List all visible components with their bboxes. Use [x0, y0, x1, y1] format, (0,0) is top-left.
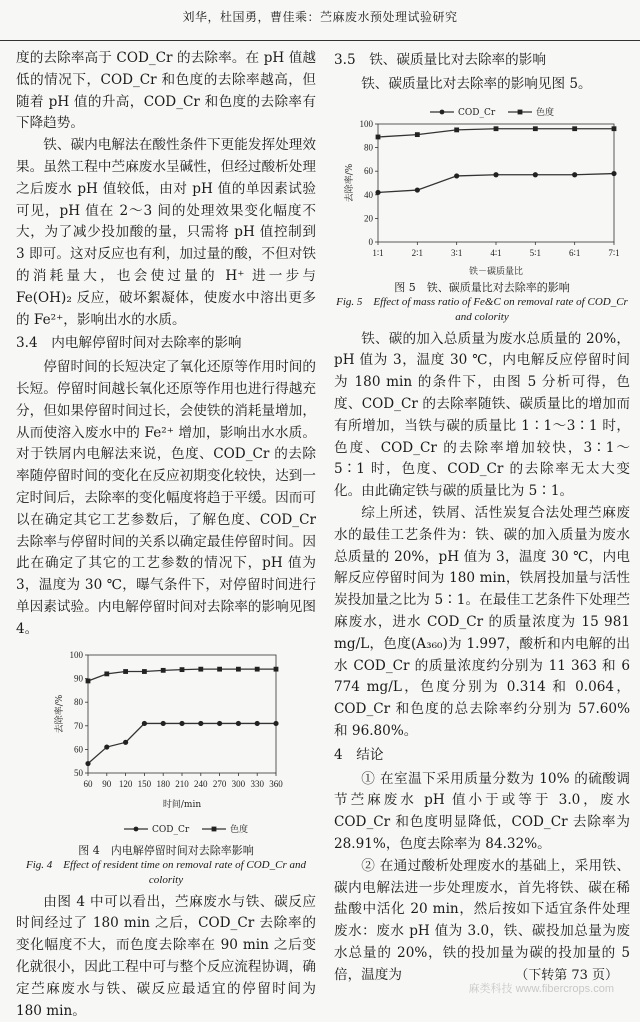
legend-label: COD_Cr	[458, 107, 496, 118]
fig5-chart	[334, 102, 630, 280]
data-point	[415, 132, 420, 137]
data-point	[493, 172, 498, 177]
x-tick-label: 60	[83, 778, 93, 789]
data-point	[375, 189, 380, 194]
continued-note: （下转第 73 页）	[515, 968, 618, 983]
legend-label: 色度	[230, 824, 249, 835]
data-point	[123, 669, 128, 674]
data-point	[123, 739, 128, 744]
data-point	[161, 667, 166, 672]
section-heading-3-5: 3.5 铁、碳质量比对去除率的影响	[334, 52, 546, 68]
right-column	[334, 48, 630, 987]
x-axis-label: 铁－碳质量比	[468, 266, 524, 277]
fig5-caption-cn: 图 5 铁、碳质量比对去除率的影响	[394, 280, 570, 294]
x-tick-label: 2∶1	[411, 247, 424, 258]
data-point	[161, 720, 166, 725]
y-tick-label: 0	[368, 236, 373, 247]
data-point	[236, 720, 241, 725]
left-column	[16, 48, 316, 1022]
x-tick-label: 3∶1	[450, 247, 463, 258]
data-point	[533, 172, 538, 177]
paragraph: 铁、碳的加入总质量为废水总质量的 20%，pH 值为 3，温度 30 ℃，内电解反应停留时间为 180 min 的条件下，由图 5 分析可得，色度、COD_Cr 的去除率随铁、碳质量比的增加而有所增加，当铁与碳的质量比 1∶1～3∶1 时，色度、COD_Cr 的去除率增加较快，3∶1～5∶1 时，色度、COD_Cr 的去除率无太大变化。由此确定铁与碳的质量比为 5∶1。	[334, 330, 630, 500]
paragraph: 度的去除率高于 COD_Cr 的去除率。在 pH 值越低的情况下，COD_Cr 和色度的去除率越高，但随着 pH 值的升高，COD_Cr 和色度的去除率有下降趋势。	[16, 50, 316, 132]
y-tick-label: 70	[74, 720, 83, 731]
y-axis-label: 去除率/%	[55, 694, 65, 733]
y-tick-label: 80	[364, 142, 373, 153]
paragraph: ② 在通过酸析处理废水的基础上，采用铁、碳内电解法进一步处理废水，首先将铁、碳在稀盐酸中活化 20 min，然后按如下适宜条件处理废水：废水 pH 值为 3.0，铁、碳投加总量为废水总量的 20%，铁的投加量为碳的投加量的 5 倍，温度为	[334, 857, 630, 983]
data-point	[572, 126, 577, 131]
data-point	[198, 720, 203, 725]
data-point	[179, 720, 184, 725]
paragraph: 由图 4 中可以看出，苎麻废水与铁、碳反应时间经过了 180 min 之后，COD_Cr 去除率的变化幅度不大，而色度去除率在 90 min 之后变化就很小，因此工程中可与整个反应流程协调，确定苎麻废水与铁、碳反应最适宜的停留时间为 180 min。	[16, 893, 316, 1019]
data-point	[255, 720, 260, 725]
figure-4	[16, 647, 316, 888]
data-point	[454, 127, 459, 132]
data-point	[236, 666, 241, 671]
x-tick-label: 7∶1	[608, 247, 620, 258]
x-tick-label: 1∶1	[372, 247, 384, 258]
data-point	[274, 666, 279, 671]
data-point	[142, 669, 147, 674]
data-point	[198, 666, 203, 671]
data-point	[612, 126, 617, 131]
y-tick-label: 40	[364, 189, 373, 200]
data-point	[273, 720, 278, 725]
x-tick-label: 6∶1	[568, 247, 581, 258]
section-heading-3-4: 3.4 内电解停留时间对去除率的影响	[16, 335, 242, 352]
data-point	[217, 666, 222, 671]
y-tick-label: 60	[364, 165, 373, 176]
watermark: 麻类科技 www.fibercrops.com	[468, 983, 614, 995]
legend-label: COD_Cr	[152, 824, 190, 835]
plot-frame	[378, 124, 614, 242]
legend-marker	[518, 109, 523, 114]
x-tick-label: 330	[250, 778, 264, 789]
paragraph: 铁、碳内电解法在酸性条件下更能发挥处理效果。虽然工程中苎麻废水呈碱性，但经过酸析处理之后废水 pH 值较低，由对 pH 值的单因素试验可见，pH 值在 2～3 间的处理效果变化幅度不大，为了减少投加酸的量，只需将 pH 值控制到 3 即可。这对反应也有利，加过量的酸，不但对铁的消耗量大，也会使过量的 H⁺ 进一步与 Fe(OH)₂ 反应，破坏絮凝体，使废水中溶出更多的 Fe²⁺，影响出水的水质。	[16, 137, 316, 328]
data-point	[217, 720, 222, 725]
y-tick-label: 90	[74, 673, 83, 684]
y-tick-label: 100	[69, 649, 83, 660]
data-point	[180, 667, 185, 672]
legend-marker	[440, 109, 445, 114]
legend-label: 色度	[536, 107, 555, 118]
fig4-caption-cn: 图 4 内电解停留时间对去除率影响	[78, 843, 254, 857]
data-point	[104, 744, 109, 749]
data-point	[255, 666, 260, 671]
section-heading-4: 4 结论	[334, 746, 384, 763]
y-tick-label: 80	[74, 696, 83, 707]
x-tick-label: 300	[231, 778, 246, 789]
data-point	[104, 671, 109, 676]
x-tick-label: 120	[118, 778, 133, 789]
paragraph: 综上所述，铁屑、活性炭复合法处理苎麻废水的最佳工艺条件为：铁、碳的加入质量为废水总质量的 20%，pH 值为 3，温度 30 ℃，内电解反应停留时间为 180 min，铁屑投加量与活性炭投加量之比为 5∶1。在最佳工艺条件下处理苎麻废水，进水 COD_Cr 的质量浓度为 15 981 mg/L，色度(A₃₆₀)为 1.997，酸析和内电解的出水 COD_Cr 的质量浓度约分别为 11 363 和 6 774 mg/L，色度分别为 0.314 和 0.064，COD_Cr 和色度的总去除率约分别为 57.60% 和 96.80%。	[334, 504, 630, 739]
x-tick-label: 4∶1	[490, 247, 502, 258]
x-tick-label: 360	[269, 778, 283, 789]
x-tick-label: 210	[175, 778, 189, 789]
data-point	[494, 126, 499, 131]
x-tick-label: 150	[137, 778, 152, 789]
data-point	[376, 134, 381, 139]
legend-marker	[134, 826, 139, 831]
legend-marker	[212, 826, 217, 831]
x-tick-label: 90	[102, 778, 112, 789]
data-point	[454, 173, 459, 178]
fig4-caption-en: Fig. 4 Effect of resident time on removal rate of COD_Cr and colority	[26, 858, 306, 886]
data-point	[533, 126, 538, 131]
y-axis-label: 去除率/%	[345, 163, 355, 202]
data-point	[86, 678, 91, 683]
y-tick-label: 60	[74, 743, 83, 754]
data-point	[611, 171, 616, 176]
fig5-caption-en: Fig. 5 Effect of mass ratio of Fe&C on removal rate of COD_Cr and colority	[336, 295, 628, 323]
data-point	[142, 720, 147, 725]
series-line-0	[88, 723, 276, 763]
running-header: 刘华，杜国勇，曹佳乘：苎麻废水预处理试验研究	[0, 0, 640, 41]
y-tick-label: 100	[359, 118, 373, 129]
x-tick-label: 180	[156, 778, 170, 789]
fig4-chart	[16, 647, 316, 843]
data-point	[572, 172, 577, 177]
y-tick-label: 20	[364, 212, 373, 223]
paragraph: 铁、碳质量比对去除率的影响见图 5。	[361, 75, 592, 92]
data-point	[85, 760, 90, 765]
x-tick-label: 240	[194, 778, 208, 789]
figure-5	[334, 102, 630, 325]
x-tick-label: 270	[212, 778, 227, 789]
paragraph: 停留时间的长短决定了氧化还原等作用时间的长短。停留时间越长氧化还原等作用也进行得越充分，但如果停留时间过长，会使铁的消耗量增加，从而使溶入废水中的 Fe²⁺ 增加，影响出水水质。对于铁屑内电解法来说，色度、COD_Cr 的去除率随停留时间的变化在反应初期变化较快，达到一定时间后，去除率的变化幅度将趋于平缓。因而可以在确定其它工艺参数后，了解色度、COD_Cr 去除率与停留时间的关系以确定最佳停留时间。因此在确定了其它的工艺参数的情况下，pH 值为 3，温度为 30 ℃，曝气条件下，对停留时间进行单因素试验。内电解停留时间对去除率的影响见图 4。	[16, 359, 316, 637]
x-axis-label: 时间/min	[162, 799, 202, 810]
x-tick-label: 5∶1	[529, 247, 542, 258]
data-point	[415, 187, 420, 192]
y-tick-label: 50	[74, 767, 83, 778]
paragraph: ① 在室温下采用质量分数为 10% 的硫酸调节苎麻废水 pH 值小于或等于 3.0，废水 COD_Cr 和色度明显降低，COD_Cr 去除率为 28.91%，色度去除率为 84.32%。	[334, 770, 630, 852]
